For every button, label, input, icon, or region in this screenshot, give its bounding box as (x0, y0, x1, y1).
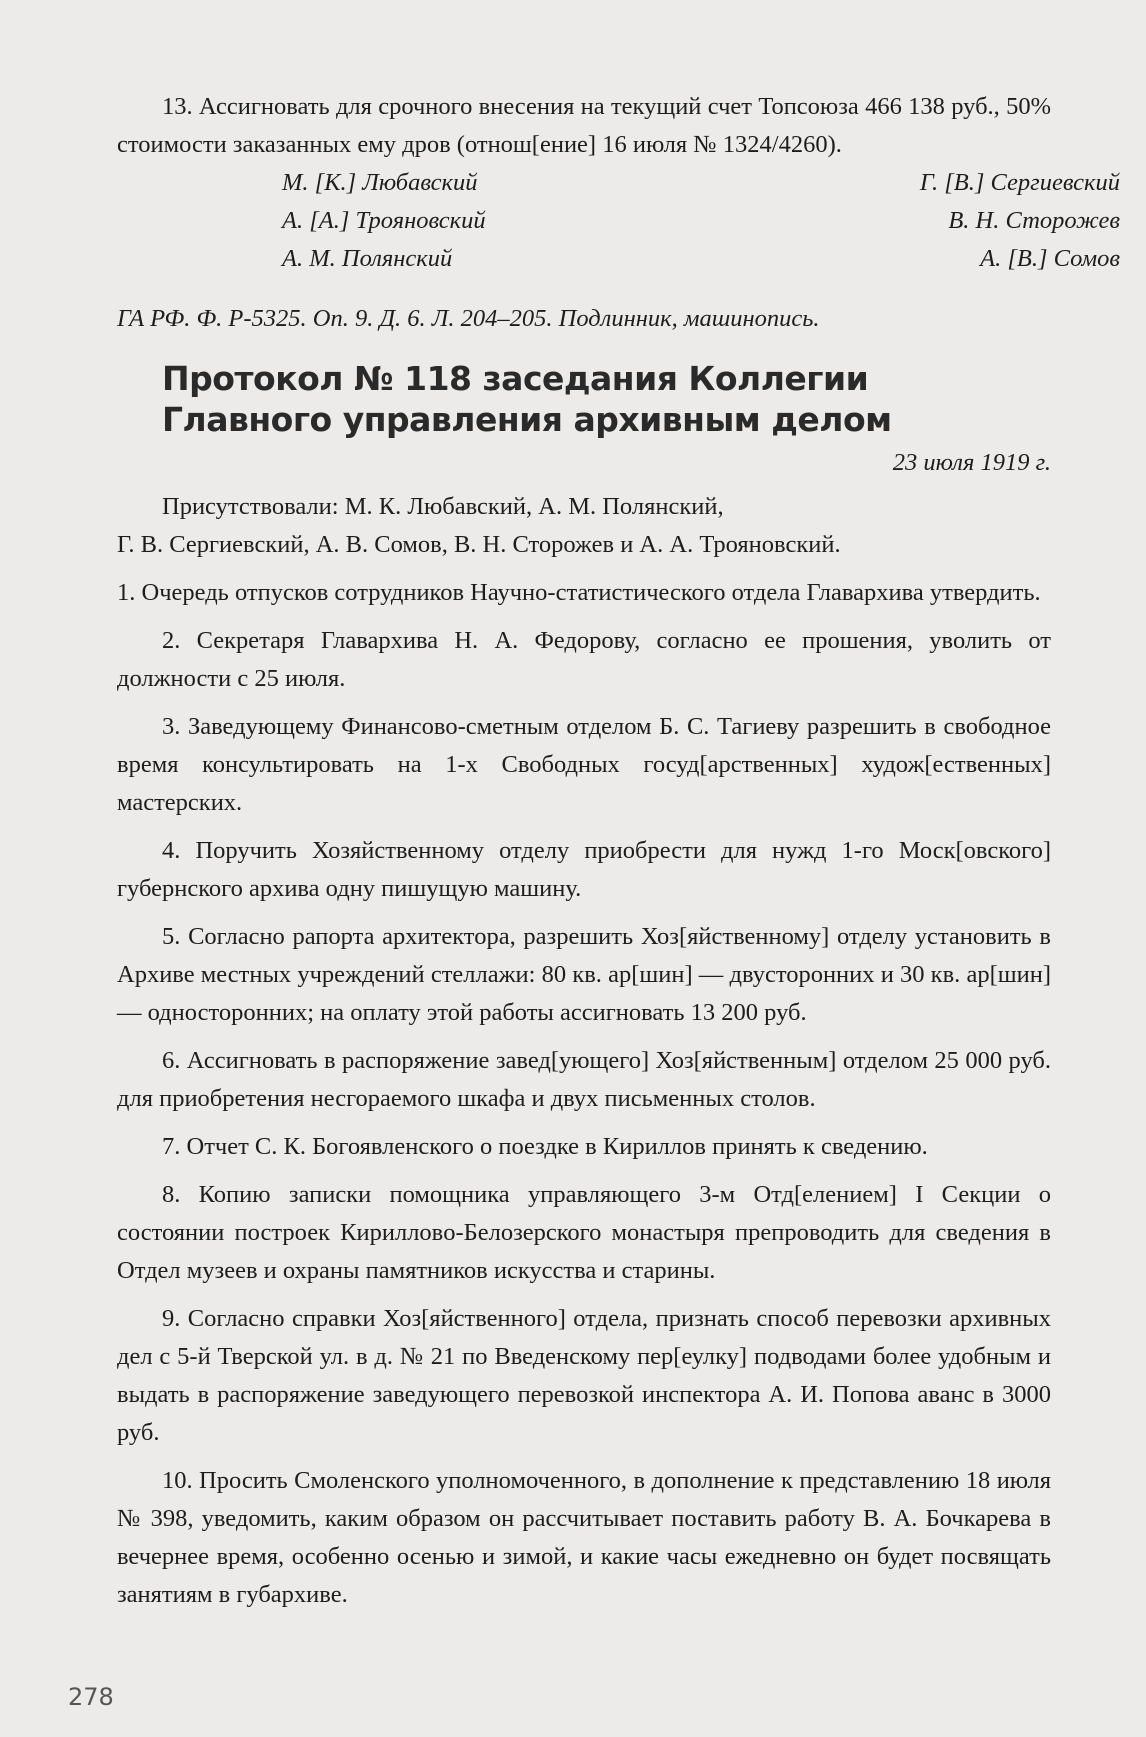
protocol-title (162, 358, 1051, 440)
protocol-item: 9. Согласно справки Хоз[яйственного] отдела, признать способ перевозки архивных дел с 5-й Тверской ул. в д. № 21 по Введенскому пер[еулку] подводами более удобным и выдать в распоряжение заведующего перевозкой инспектора А. И. Попова аванс в 3000 руб. (117, 1305, 1051, 1446)
attendees-line-1: Присутствовали: М. К. Любавский, А. М. Полянский, (162, 493, 724, 520)
protocol-item: 5. Согласно рапорта архитектора, разрешить Хоз[яйственному] отделу установить в Архиве местных учреждений стеллажи: 80 кв. ар[шин] — двусторонних и 30 кв. ар[шин] — односторонних; на оплату этой работы ассигновать 13 200 руб. (117, 923, 1051, 1026)
signature: М. [К.] Любавский (282, 169, 478, 196)
protocol-date: 23 июля 1919 г. (892, 449, 1051, 476)
signature: А. М. Полянский (282, 245, 453, 272)
protocol-item: 7. Отчет С. К. Богоявленского о поездке в Кириллов принять к сведению. (162, 1133, 928, 1160)
page-number: 278 (68, 1683, 114, 1711)
signature: А. [А.] Трояновский (282, 207, 486, 234)
protocol-items (117, 574, 1051, 1614)
attendees (117, 488, 1051, 564)
signatures (282, 164, 1120, 278)
protocol-item: 10. Просить Смоленского уполномоченного, в дополнение к представлению 18 июля № 398, уведомить, каким образом он рассчитывает поставить работу В. А. Бочкарева в вечернее время, особенно осенью и зимой, и какие часы ежедневно он будет посвящать занятиям в губархиве. (117, 1467, 1051, 1608)
title-line-1: Протокол № 118 заседания Коллегии (162, 359, 869, 398)
signature: А. [В.] Сомов (980, 245, 1120, 272)
archive-reference: ГА РФ. Ф. Р-5325. Оп. 9. Д. 6. Л. 204–205. Подлинник, машинопись. (117, 305, 820, 332)
attendees-line-2: Г. В. Сергиевский, А. В. Сомов, В. Н. Сторожев и А. А. Трояновский. (117, 531, 841, 558)
item-13: 13. Ассигновать для срочного внесения на текущий счет Топсоюза 466 138 руб., 50% стоимости заказанных ему дров (отнош[ение] 16 июля № 1324/4260). (117, 93, 1051, 158)
protocol-item: 8. Копию записки помощника управляющего 3-м Отд[елением] I Секции о состоянии построек Кирилловo-Белозерского монастыря препроводить для сведения в Отдел музеев и охраны памятников искусства и старины. (117, 1181, 1051, 1284)
signature: В. Н. Сторожев (948, 207, 1120, 234)
protocol-item: 4. Поручить Хозяйственному отделу приобрести для нужд 1-го Моск[овского] губернского архива одну пишущую машину. (117, 837, 1051, 902)
title-line-2: Главного управления архивным делом (162, 400, 892, 439)
protocol-item: 3. Заведующему Финансово-сметным отделом Б. С. Тагиеву разрешить в свободное время консультировать на 1-х Свободных госуд[арственных] худож[ественных] мастерских. (117, 713, 1051, 816)
protocol-item: 2. Секретаря Главархива Н. А. Федорову, согласно ее прошения, уволить от должности с 25 июля. (117, 627, 1051, 692)
protocol-item: 1. Очередь отпусков сотрудников Научно-статистического отдела Главархива утвердить. (117, 579, 1041, 606)
signature: Г. [В.] Сергиевский (919, 169, 1120, 196)
protocol-item: 6. Ассигновать в распоряжение завед[ующего] Хоз[яйственным] отделом 25 000 руб. для приобретения несгораемого шкафа и двух письменных столов. (117, 1047, 1051, 1112)
text-column (117, 88, 1120, 1624)
